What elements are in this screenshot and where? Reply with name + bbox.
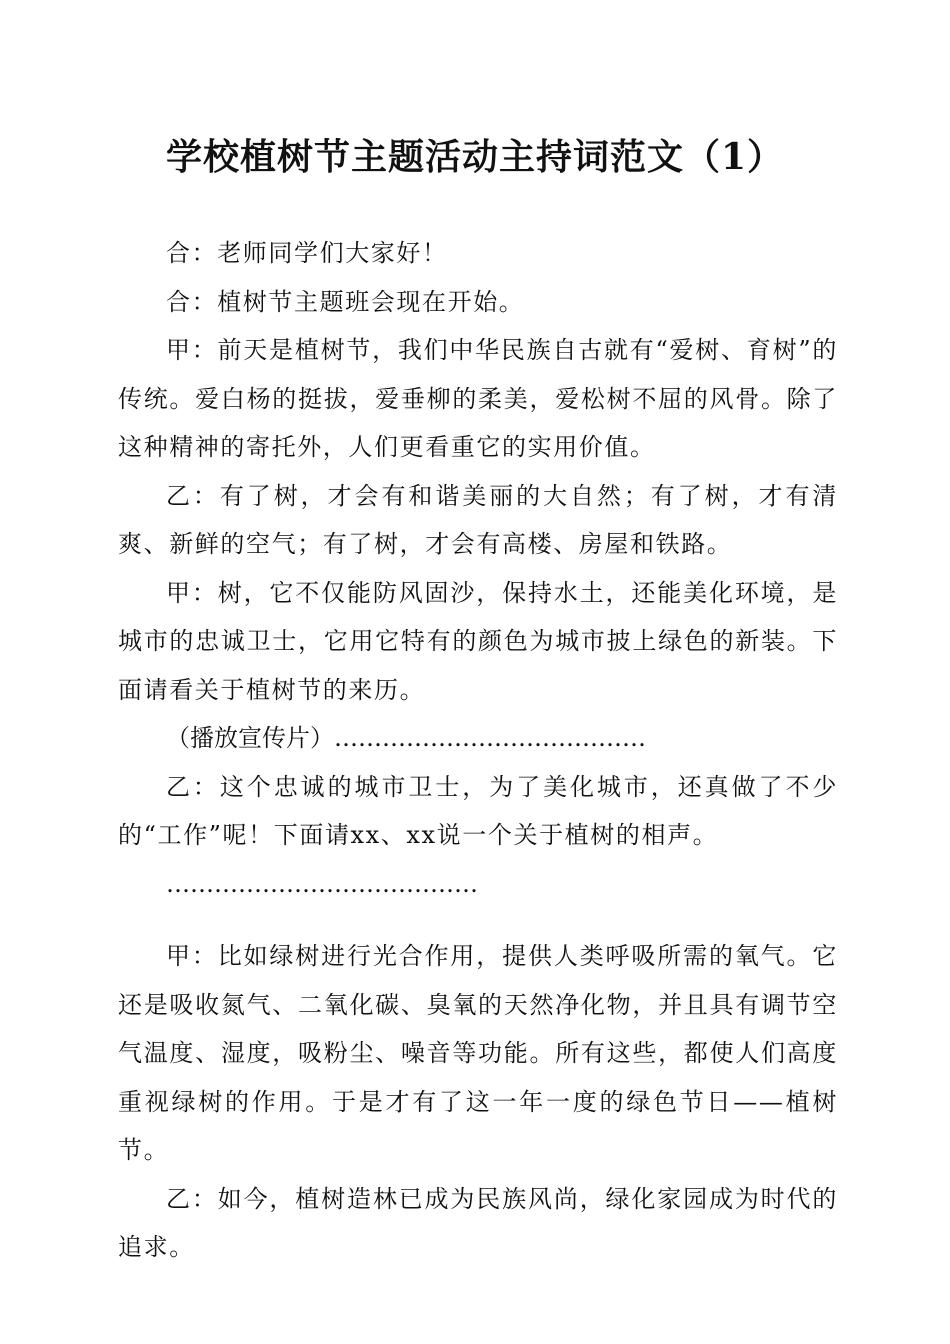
paragraph-greeting: 合：老师同学们大家好！ <box>166 239 448 267</box>
paragraph-yi-3: 乙：如今，植树造林已成为民族风尚，绿化家园成为时代的追求。 <box>118 1184 838 1261</box>
document-title: 学校植树节主题活动主持词范文（1） <box>165 136 785 178</box>
paragraph-jia-1: 甲：前天是植树节，我们中华民族自古就有“爱树、育树”的传统。爱白杨的挺拔，爱垂柳的柔美，爱松树不屈的风骨。除了这种精神的寄托外，人们更看重它的实用价值。 <box>118 336 838 461</box>
paragraph-yi-2: 乙：这个忠诚的城市卫士，为了美化城市，还真做了不少的“工作”呢！下面请xx、xx说一个关于植树的相声。 <box>118 772 838 849</box>
paragraph-spacer <box>118 908 838 932</box>
paragraph-jia-3: 甲：比如绿树进行光合作用，提供人类呼吸所需的氧气。它还是吸收氮气、二氧化碳、臭氧的天然净化物，并且具有调节空气温度、湿度，吸粉尘、噪音等功能。所有这些，都使人们高度重视绿树的作用。于是才有了这一年一度的绿色节日——植树节。 <box>118 942 838 1164</box>
paragraph-ellipsis: ………………………………… <box>166 869 478 898</box>
document-body <box>118 229 838 1272</box>
paragraph-jia-2: 甲：树，它不仅能防风固沙，保持水土，还能美化环境，是城市的忠诚卫士，它用它特有的颜色为城市披上绿色的新装。下面请看关于植树节的来历。 <box>118 578 838 704</box>
paragraph-opening: 合：植树节主题班会现在开始。 <box>166 287 525 316</box>
paragraph-yi-1: 乙：有了树，才会有和谐美丽的大自然；有了树，才有清爽、新鲜的空气；有了树，才会有高楼、房屋和铁路。 <box>118 481 838 558</box>
paragraph-video-cue: （播放宣传片）………………………………… <box>166 724 646 752</box>
